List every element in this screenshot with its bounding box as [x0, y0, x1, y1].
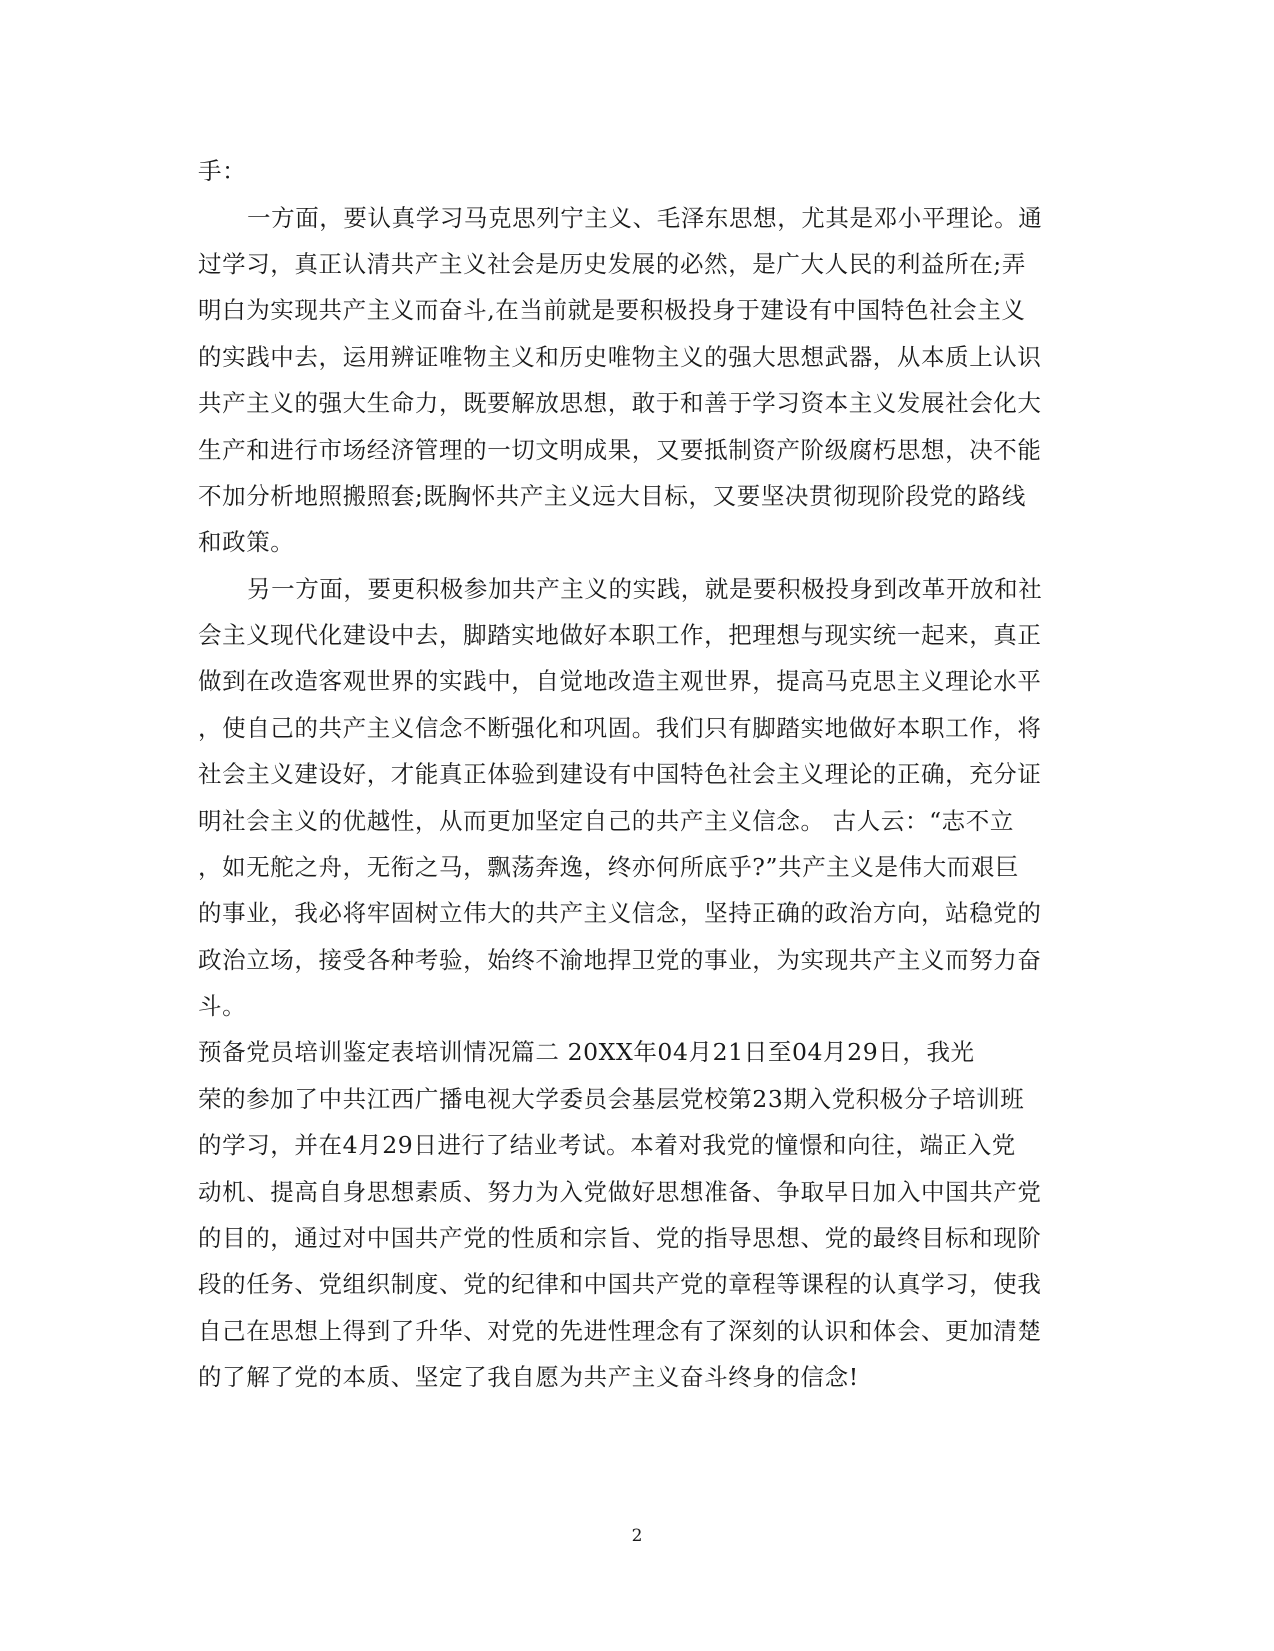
text-line: 过学习，真正认清共产主义社会是历史发展的必然，是广大人民的利益所在;弄 [198, 250, 1026, 278]
text-line: 会主义现代化建设中去，脚踏实地做好本职工作，把理想与现实统一起来，真正 [198, 621, 1042, 649]
text-line: 的目的，通过对中国共产党的性质和宗旨、党的指导思想、党的最终目标和现阶 [198, 1224, 1042, 1252]
text-line: 和政策。 [198, 528, 295, 556]
text-line: ，如无舵之舟，无衔之马，飘荡奔逸，终亦何所底乎?”共产主义是伟大而艰巨 [198, 853, 1020, 881]
text-line: 另一方面，要更积极参加共产主义的实践，就是要积极投身到改革开放和社 [247, 575, 1043, 603]
text-line: 做到在改造客观世界的实践中，自觉地改造主观世界，提高马克思主义理论水平 [198, 667, 1042, 695]
text-line: 明白为实现共产主义而奋斗,在当前就是要积极投身于建设有中国特色社会主义 [198, 296, 1026, 324]
text-line: 动机、提高自身思想素质、努力为入党做好思想准备、争取早日加入中国共产党 [198, 1178, 1042, 1206]
section-heading-line: 预备党员培训鉴定表培训情况篇二 20XX年04月21日至04月29日，我光 [198, 1038, 975, 1066]
text-line: 段的任务、党组织制度、党的纪律和中国共产党的章程等课程的认真学习，使我 [198, 1270, 1042, 1298]
page-number: 2 [631, 1526, 643, 1546]
text-line: 明社会主义的优越性，从而更加坚定自己的共产主义信念。 古人云：“志不立 [198, 807, 1014, 835]
text-line: 斗。 [198, 992, 247, 1020]
text-line: 社会主义建设好，才能真正体验到建设有中国特色社会主义理论的正确，充分证 [198, 760, 1042, 788]
text-line: 生产和进行市场经济管理的一切文明成果，又要抵制资产阶级腐朽思想，决不能 [198, 436, 1042, 464]
text-line: 不加分析地照搬照套;既胸怀共产主义远大目标，又要坚决贯彻现阶段党的路线 [198, 482, 1026, 510]
text-line: 手： [198, 157, 247, 185]
text-line: 荣的参加了中共江西广播电视大学委员会基层党校第23期入党积极分子培训班 [198, 1085, 1025, 1113]
text-line: 的了解了党的本质、坚定了我自愿为共产主义奋斗终身的信念! [198, 1363, 859, 1391]
text-line: 共产主义的强大生命力，既要解放思想，敢于和善于学习资本主义发展社会化大 [198, 389, 1042, 417]
text-line: ，使自己的共产主义信念不断强化和巩固。我们只有脚踏实地做好本职工作，将 [198, 714, 1042, 742]
text-line: 的实践中去，运用辨证唯物主义和历史唯物主义的强大思想武器，从本质上认识 [198, 343, 1042, 371]
text-line: 政治立场，接受各种考验，始终不渝地捍卫党的事业，为实现共产主义而努力奋 [198, 946, 1042, 974]
text-line: 的学习，并在4月29日进行了结业考试。本着对我党的憧憬和向往，端正入党 [198, 1131, 1016, 1159]
text-line: 自己在思想上得到了升华、对党的先进性理念有了深刻的认识和体会、更加清楚 [198, 1317, 1042, 1345]
text-line: 一方面，要认真学习马克思列宁主义、毛泽东思想，尤其是邓小平理论。通 [247, 204, 1043, 232]
text-line: 的事业，我必将牢固树立伟大的共产主义信念，坚持正确的政治方向，站稳党的 [198, 899, 1042, 927]
